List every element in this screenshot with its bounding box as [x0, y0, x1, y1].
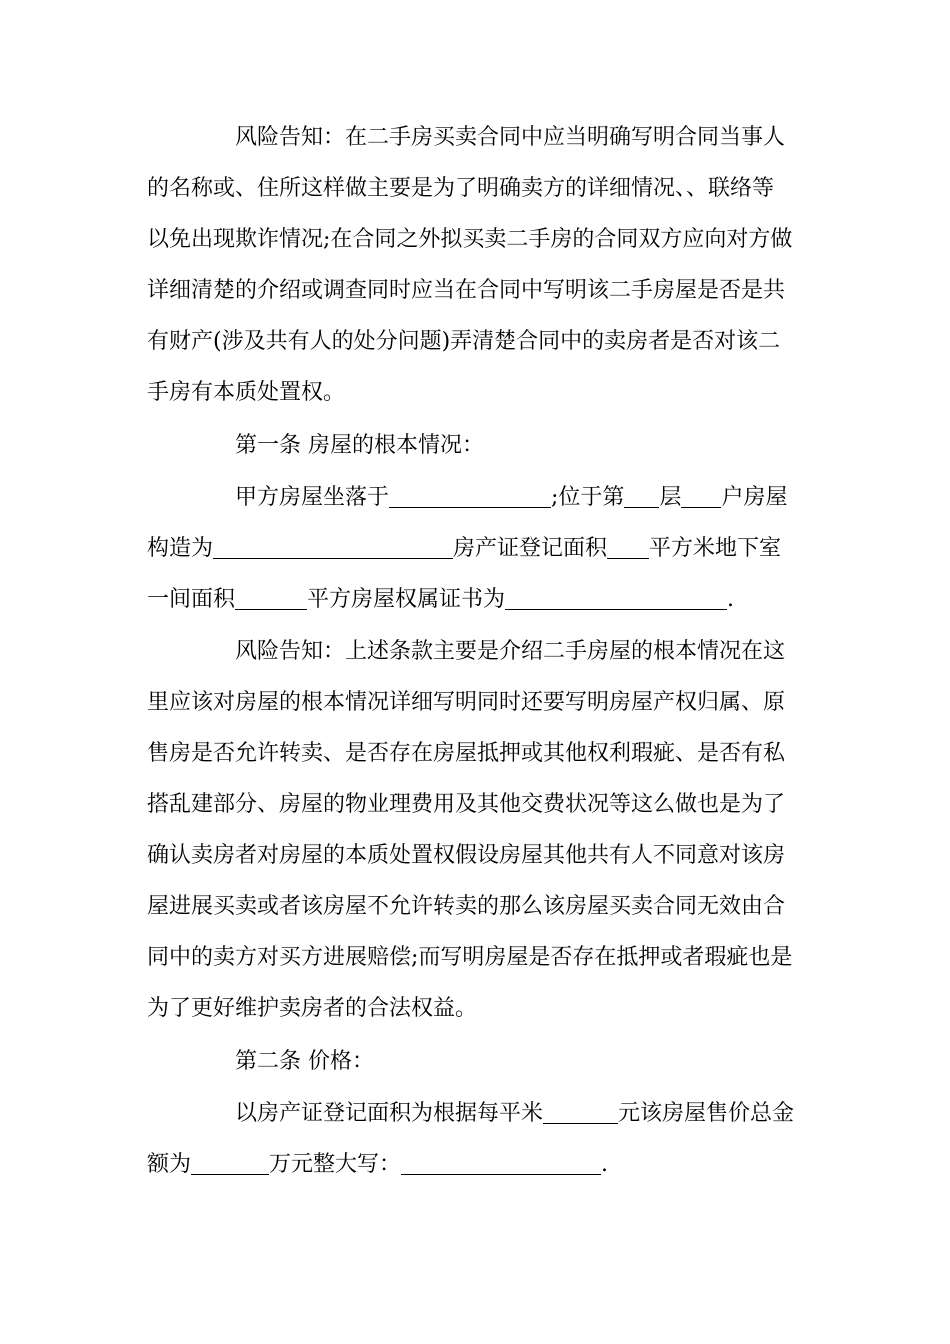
text-line [147, 574, 807, 625]
text-line: 风险告知：在二手房买卖合同中应当明确写明合同当事人 [235, 125, 786, 150]
text-line: 以免出现欺诈情况;在合同之外拟买卖二手房的合同双方应向对方做 [147, 227, 793, 252]
text-line: 售房是否允许转卖、是否存在房屋抵押或其他权利瑕疵、是否有私 [147, 741, 786, 766]
heading-text: 第二条 价格： [235, 1049, 374, 1074]
text-segment: 以房产证登记面积为根据每平米 [235, 1101, 544, 1126]
text-segment: . [727, 587, 735, 612]
heading-text: 第一条 房屋的根本情况： [235, 433, 484, 458]
text-segment: 户房屋 [721, 485, 788, 510]
text-segment: 额为 [147, 1152, 192, 1177]
text-segment: 万元整大写： [269, 1152, 402, 1177]
text-segment: 构造为 [147, 536, 214, 561]
price-per-sqm-blank [543, 1101, 618, 1124]
text-line: 风险告知：上述条款主要是介绍二手房屋的根本情况在这 [235, 639, 786, 664]
address-blank [389, 485, 551, 508]
price-in-words-blank [401, 1152, 601, 1175]
text-line: 有财产(涉及共有人的处分问题)弄清楚合同中的卖房者是否对该二 [147, 329, 781, 354]
text-segment: . [601, 1152, 609, 1177]
text-segment: 甲方房屋坐落于 [235, 485, 390, 510]
risk-notice-paragraph [147, 112, 807, 418]
text-line [147, 472, 807, 523]
text-segment: 层 [659, 485, 682, 510]
text-line: 搭乱建部分、房屋的物业理费用及其他交费状况等这么做也是为了 [147, 792, 786, 817]
structure-blank [213, 536, 453, 559]
article-1-body [147, 472, 807, 625]
article-2-body [147, 1088, 807, 1190]
text-line: 同中的卖方对买方进展赔偿;而写明房屋是否存在抵押或者瑕疵也是 [147, 945, 793, 970]
area-blank [607, 536, 649, 559]
total-price-blank [191, 1152, 269, 1175]
article-1-heading [147, 420, 807, 471]
text-line [147, 523, 807, 574]
text-line: 确认卖房者对房屋的本质处置权假设房屋其他共有人不同意对该房 [147, 843, 786, 868]
text-line: 详细清楚的介绍或调查同时应当在合同中写明该二手房屋是否是共 [147, 278, 786, 303]
text-line [147, 1139, 807, 1190]
text-segment: 房产证登记面积 [453, 536, 608, 561]
text-segment: 元该房屋售价总金 [618, 1101, 795, 1126]
text-line [147, 1088, 807, 1139]
text-line: 屋进展买卖或者该房屋不允许转卖的那么该房屋买卖合同无效由合 [147, 894, 786, 919]
risk-notice-paragraph [147, 626, 807, 1034]
text-segment: 一间面积 [147, 587, 236, 612]
text-segment: ;位于第 [551, 485, 625, 510]
basement-area-blank [235, 587, 307, 610]
text-segment: 平方房屋权属证书为 [307, 587, 506, 612]
floor-blank [624, 485, 659, 508]
text-line: 里应该对房屋的根本情况详细写明同时还要写明房屋产权归属、原 [147, 690, 786, 715]
text-segment: 平方米地下室 [649, 536, 782, 561]
text-line: 的名称或、住所这样做主要是为了明确卖方的详细情况、、联络等 [147, 176, 775, 201]
article-2-heading [147, 1036, 807, 1087]
unit-blank [681, 485, 721, 508]
certificate-blank [505, 587, 727, 610]
text-line: 手房有本质处置权。 [147, 380, 346, 405]
text-line: 为了更好维护卖房者的合法权益。 [147, 996, 478, 1021]
